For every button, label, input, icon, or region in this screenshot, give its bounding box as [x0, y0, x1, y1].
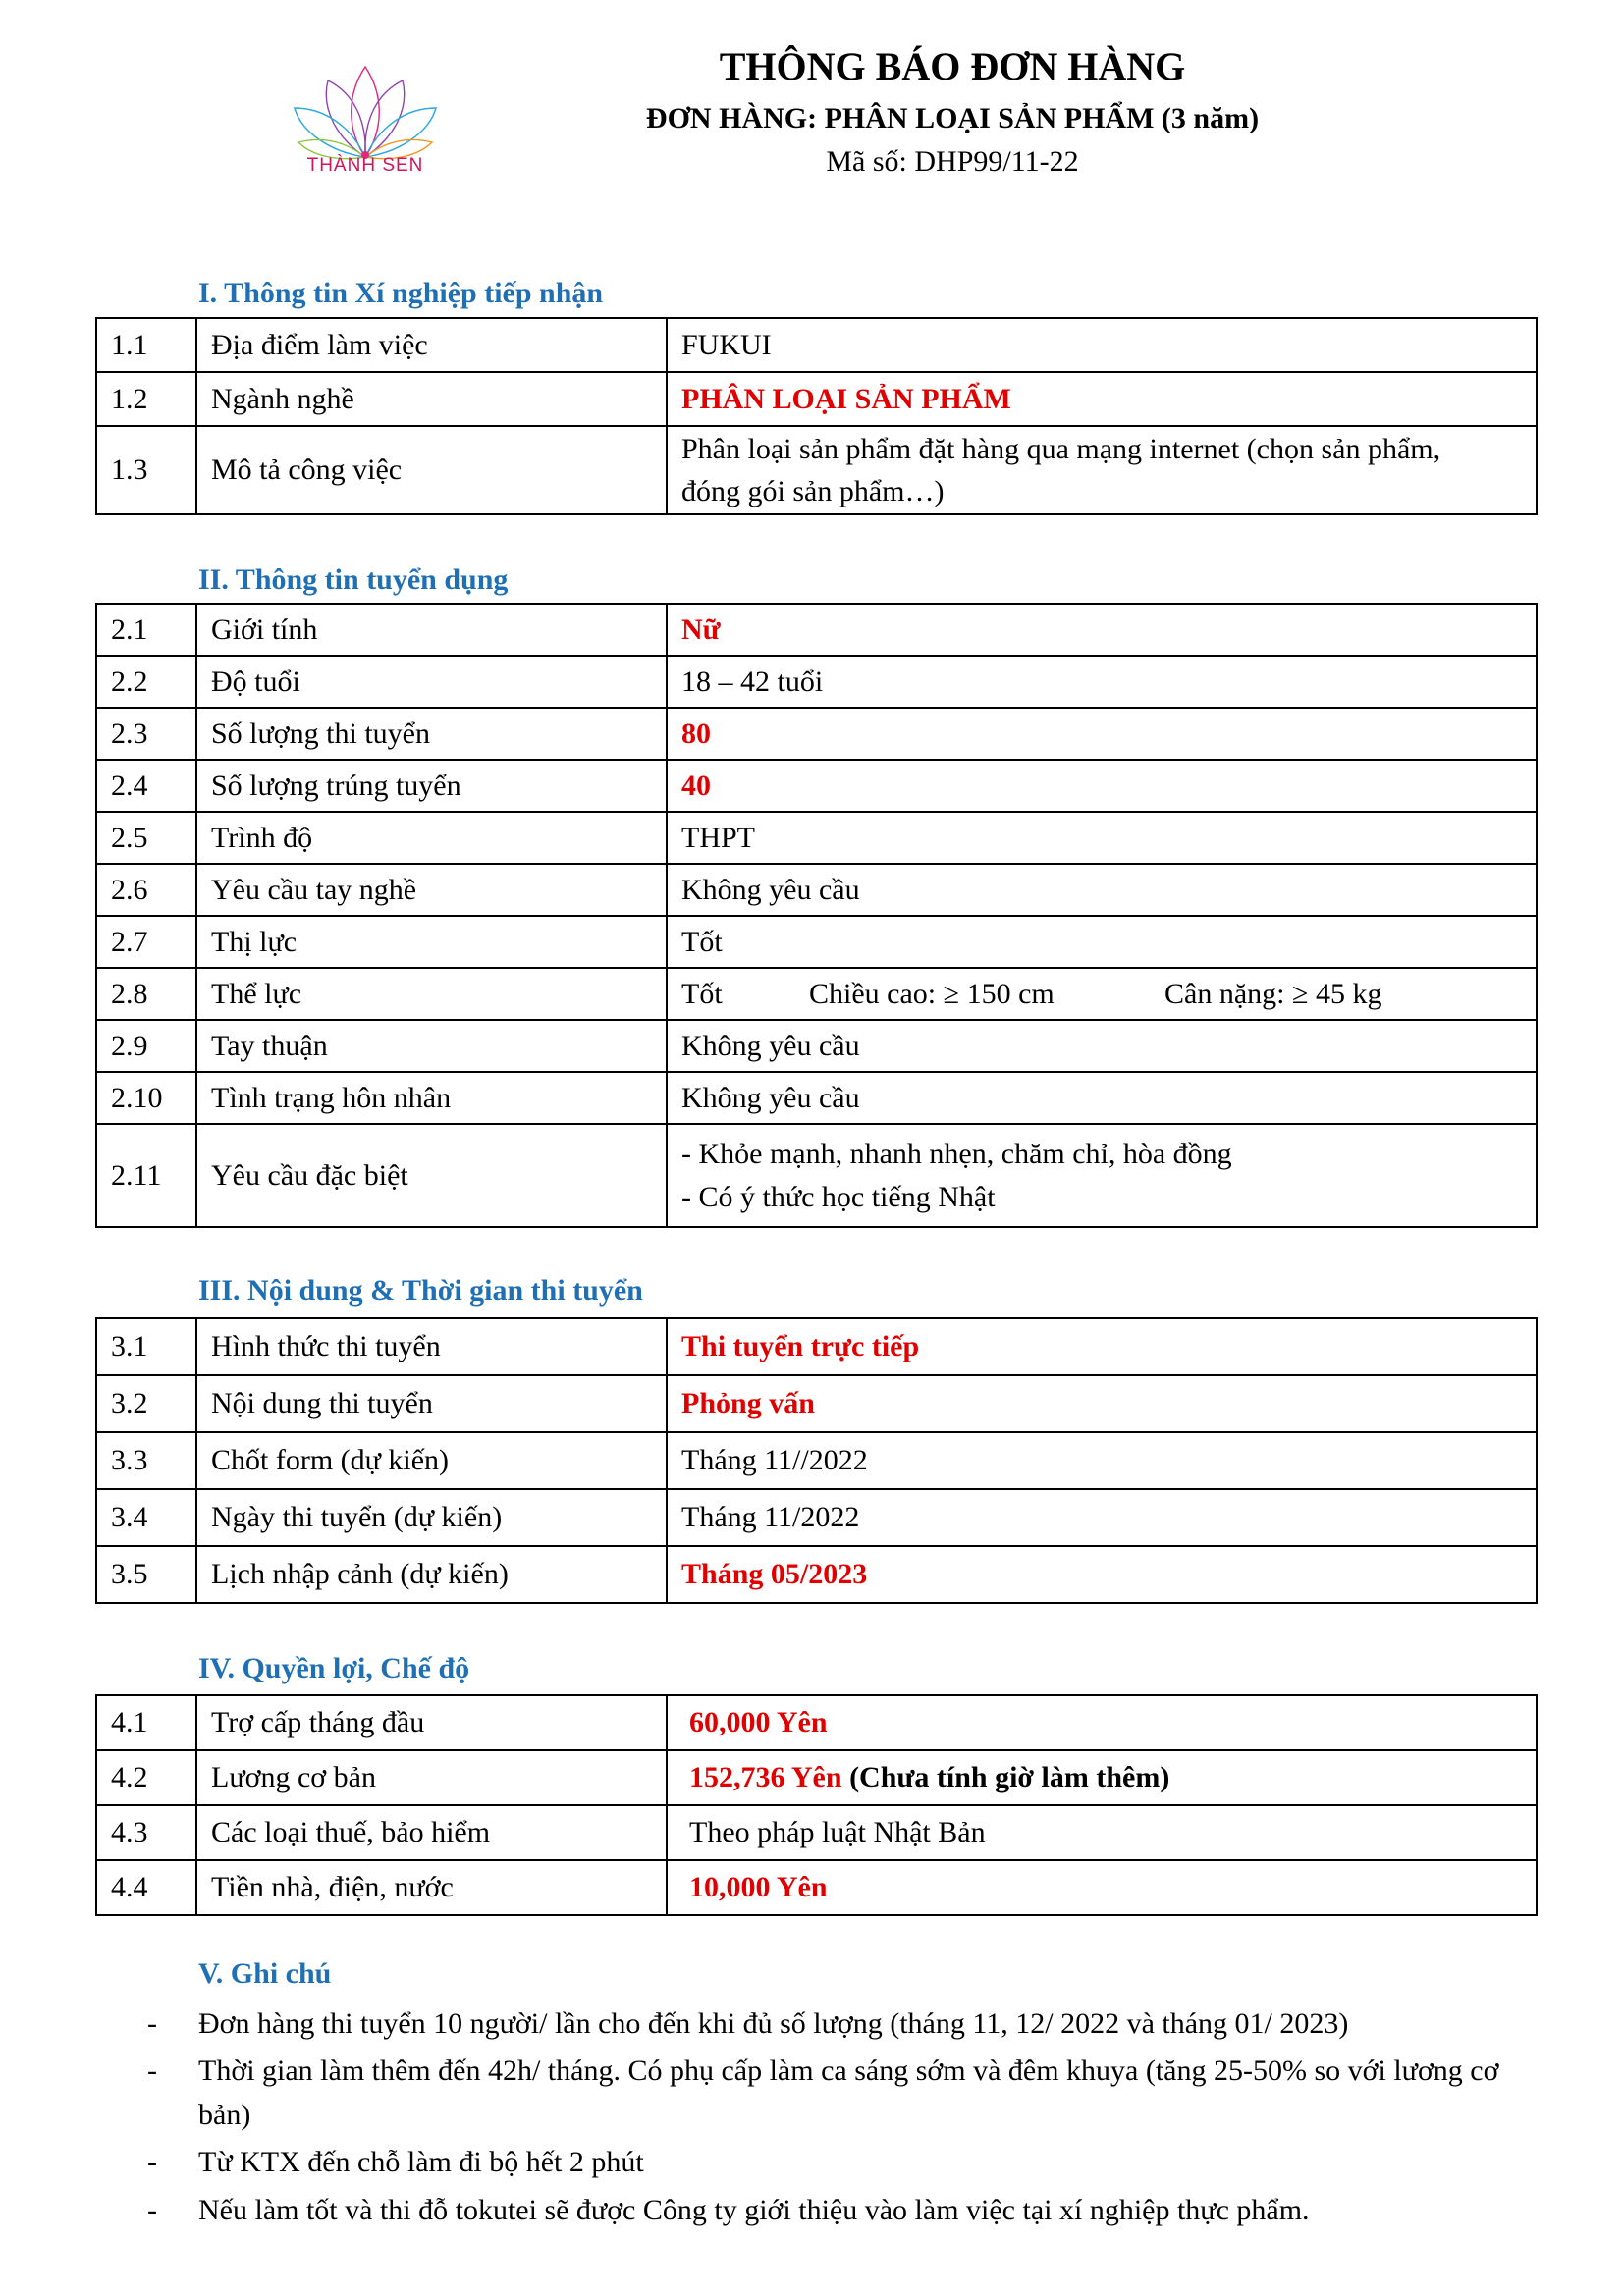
row-label: Số lượng trúng tuyển [196, 760, 667, 812]
table-row [96, 708, 1537, 760]
row-value: Không yêu cầu [667, 1020, 1537, 1072]
bullet-dash: - [147, 2146, 157, 2179]
section-4-title: IV. Quyền lợi, Chế độ [198, 1652, 470, 1684]
row-label: Thể lực [196, 968, 667, 1020]
row-value: PHÂN LOẠI SẢN PHẨM [667, 372, 1537, 426]
row-label: Ngành nghề [196, 372, 667, 426]
table-row [96, 760, 1537, 812]
row-value: 40 [667, 760, 1537, 812]
row-number: 2.2 [96, 656, 196, 708]
row-value: Tháng 11//2022 [667, 1432, 1537, 1489]
section-5-title: V. Ghi chú [198, 1957, 332, 1990]
row-value: 80 [667, 708, 1537, 760]
row-label: Trình độ [196, 812, 667, 864]
table-row [96, 968, 1537, 1020]
row-label: Độ tuổi [196, 656, 667, 708]
table-row [96, 656, 1537, 708]
row-number: 1.2 [96, 372, 196, 426]
section-4-table [95, 1694, 1538, 1916]
row-value: Tháng 05/2023 [667, 1546, 1537, 1603]
row-value: Nữ [667, 604, 1537, 656]
table-row [96, 1432, 1537, 1489]
table-row [96, 1375, 1537, 1432]
row-number: 3.3 [96, 1432, 196, 1489]
row-label: Trợ cấp tháng đầu [196, 1695, 667, 1750]
row-value [667, 968, 1537, 1020]
table-row [96, 1489, 1537, 1546]
row-value [667, 1124, 1537, 1227]
table-row [96, 812, 1537, 864]
table-row [96, 1020, 1537, 1072]
row-label: Yêu cầu đặc biệt [196, 1124, 667, 1227]
table-row [96, 916, 1537, 968]
salary-note: (Chưa tính giờ làm thêm) [849, 1761, 1170, 1794]
row-number: 4.4 [96, 1860, 196, 1915]
section-3-table [95, 1317, 1538, 1604]
row-value: 10,000 Yên [667, 1860, 1537, 1915]
row-number: 2.4 [96, 760, 196, 812]
weight-requirement: Cân nặng: ≥ 45 kg [1164, 977, 1382, 1010]
row-value: Tốt [667, 916, 1537, 968]
note-text: Từ KTX đến chỗ làm đi bộ hết 2 phút [198, 2146, 644, 2179]
special-requirement-2: - Có ý thức học tiếng Nhật [681, 1180, 996, 1213]
row-label: Chốt form (dự kiến) [196, 1432, 667, 1489]
row-label: Mô tả công việc [196, 426, 667, 514]
row-number: 2.1 [96, 604, 196, 656]
row-value: 60,000 Yên [667, 1695, 1537, 1750]
row-value: Thi tuyển trực tiếp [667, 1318, 1537, 1375]
table-row [96, 1860, 1537, 1915]
list-item [147, 2050, 1542, 2137]
row-value: Không yêu cầu [667, 864, 1537, 916]
table-row [96, 1072, 1537, 1124]
row-number: 4.3 [96, 1805, 196, 1860]
logo-text: THÀNH SEN [306, 155, 424, 176]
table-row [96, 426, 1537, 514]
row-label: Tình trạng hôn nhân [196, 1072, 667, 1124]
row-label: Địa điểm làm việc [196, 318, 667, 372]
row-label: Lịch nhập cảnh (dự kiến) [196, 1546, 667, 1603]
note-text: Nếu làm tốt và thi đỗ tokutei sẽ được Công ty giới thiệu vào làm việc tại xí nghiệp thực phẩm. [198, 2193, 1310, 2226]
row-number: 3.1 [96, 1318, 196, 1375]
bullet-dash: - [147, 2193, 157, 2226]
row-number: 2.6 [96, 864, 196, 916]
row-number: 3.4 [96, 1489, 196, 1546]
row-number: 2.5 [96, 812, 196, 864]
row-value: Theo pháp luật Nhật Bản [667, 1805, 1537, 1860]
row-number: 1.1 [96, 318, 196, 372]
list-item [147, 2141, 1542, 2184]
bullet-dash: - [147, 2007, 157, 2040]
section-1-title: I. Thông tin Xí nghiệp tiếp nhận [198, 277, 604, 309]
row-label: Ngày thi tuyển (dự kiến) [196, 1489, 667, 1546]
row-number: 2.7 [96, 916, 196, 968]
section-3-title: III. Nội dung & Thời gian thi tuyển [198, 1274, 643, 1307]
table-row [96, 1805, 1537, 1860]
table-row [96, 864, 1537, 916]
row-label: Số lượng thi tuyển [196, 708, 667, 760]
row-value: Không yêu cầu [667, 1072, 1537, 1124]
row-label: Tiền nhà, điện, nước [196, 1860, 667, 1915]
note-text: Thời gian làm thêm đến 42h/ tháng. Có phụ cấp làm ca sáng sớm và đêm khuya (tăng 25-50% so với lương cơ bản) [198, 2055, 1499, 2131]
row-number: 2.11 [96, 1124, 196, 1227]
row-value: THPT [667, 812, 1537, 864]
page-subtitle: ĐƠN HÀNG: PHÂN LOẠI SẢN PHẨM (3 năm) [645, 102, 1260, 134]
height-requirement: Chiều cao: ≥ 150 cm [809, 977, 1055, 1010]
table-row [96, 1695, 1537, 1750]
page-title: THÔNG BÁO ĐƠN HÀNG [719, 44, 1186, 88]
row-label: Yêu cầu tay nghề [196, 864, 667, 916]
row-label: Hình thức thi tuyển [196, 1318, 667, 1375]
special-requirement-1: - Khỏe mạnh, nhanh nhẹn, chăm chỉ, hòa đồng [681, 1138, 1232, 1170]
row-label: Lương cơ bản [196, 1750, 667, 1805]
salary-amount: 152,736 Yên [689, 1761, 842, 1794]
table-row [96, 604, 1537, 656]
row-number: 2.8 [96, 968, 196, 1020]
table-row [96, 1750, 1537, 1805]
row-number: 2.10 [96, 1072, 196, 1124]
row-number: 2.3 [96, 708, 196, 760]
section-2-title: II. Thông tin tuyển dụng [198, 563, 509, 596]
row-label: Các loại thuế, bảo hiểm [196, 1805, 667, 1860]
table-row [96, 1124, 1537, 1227]
row-number: 2.9 [96, 1020, 196, 1072]
row-number: 4.1 [96, 1695, 196, 1750]
list-item [147, 2002, 1542, 2046]
table-row [96, 318, 1537, 372]
row-value [667, 1750, 1537, 1805]
row-number: 3.5 [96, 1546, 196, 1603]
table-row [96, 372, 1537, 426]
notes-list [147, 2002, 1542, 2236]
row-value: FUKUI [667, 318, 1537, 372]
bullet-dash: - [147, 2055, 157, 2088]
order-code: Mã số: DHP99/11-22 [826, 145, 1079, 178]
row-label: Nội dung thi tuyển [196, 1375, 667, 1432]
row-value: 18 – 42 tuổi [667, 656, 1537, 708]
row-value: Tháng 11/2022 [667, 1489, 1537, 1546]
row-label: Giới tính [196, 604, 667, 656]
section-1-table [95, 317, 1538, 515]
note-text: Đơn hàng thi tuyển 10 người/ lần cho đến khi đủ số lượng (tháng 11, 12/ 2022 và tháng 01/ 2023) [198, 2007, 1349, 2040]
section-2-table [95, 603, 1538, 1228]
table-row [96, 1546, 1537, 1603]
row-value: Phỏng vấn [667, 1375, 1537, 1432]
row-number: 3.2 [96, 1375, 196, 1432]
row-value: Phân loại sản phẩm đặt hàng qua mạng internet (chọn sản phẩm, đóng gói sản phẩm…) [667, 426, 1537, 514]
table-row [96, 1318, 1537, 1375]
physical-value: Tốt [681, 977, 723, 1010]
row-label: Thị lực [196, 916, 667, 968]
list-item [147, 2189, 1542, 2232]
row-number: 1.3 [96, 426, 196, 514]
row-label: Tay thuận [196, 1020, 667, 1072]
row-number: 4.2 [96, 1750, 196, 1805]
